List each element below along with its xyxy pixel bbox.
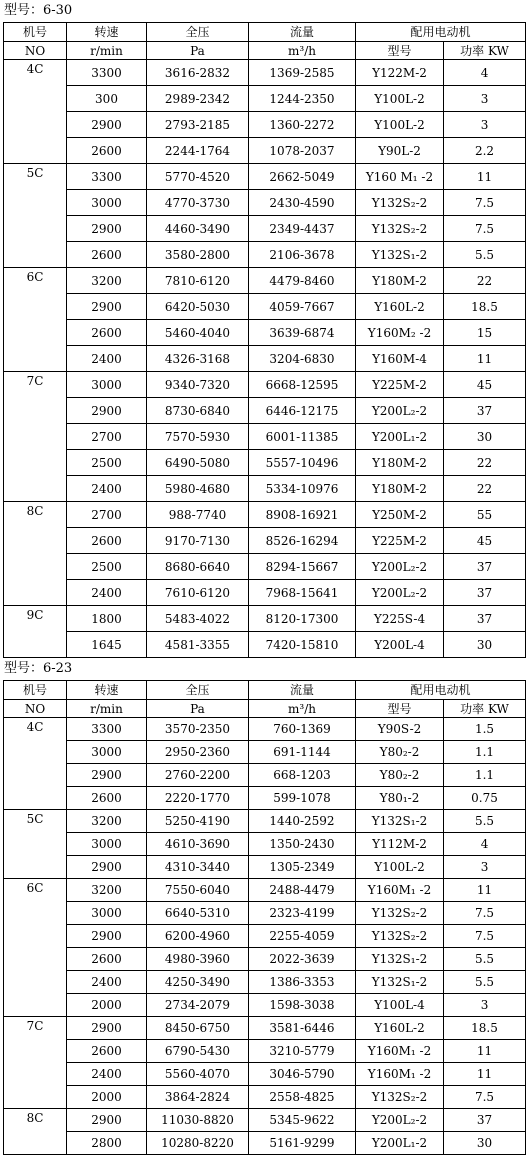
table2-title: 型号：6-23 bbox=[4, 661, 73, 676]
speed-cell: 3300 bbox=[67, 164, 147, 190]
table-row bbox=[4, 632, 526, 658]
motor-model-cell: Y90L-2 bbox=[356, 138, 444, 164]
motor-model-cell: Y200L₂-2 bbox=[356, 1109, 444, 1132]
speed-cell: 3000 bbox=[67, 902, 147, 925]
table-row bbox=[4, 1040, 526, 1063]
power-cell: 5.5 bbox=[444, 948, 526, 971]
speed-cell: 2900 bbox=[67, 294, 147, 320]
machine-no-cell: 8C bbox=[4, 502, 67, 606]
pressure-cell: 8730-6840 bbox=[147, 398, 249, 424]
flow-cell: 1078-2037 bbox=[249, 138, 356, 164]
motor-model-cell: Y100L-2 bbox=[356, 856, 444, 879]
hdr-liuliang: 流量 bbox=[249, 681, 356, 700]
power-cell: 22 bbox=[444, 268, 526, 294]
pressure-cell: 2950-2360 bbox=[147, 741, 249, 764]
machine-no-cell: 5C bbox=[4, 810, 67, 879]
table-row bbox=[4, 810, 526, 833]
motor-model-cell: Y132S₁-2 bbox=[356, 242, 444, 268]
hdr-jihao: 机号 bbox=[4, 681, 67, 700]
flow-cell: 2255-4059 bbox=[249, 925, 356, 948]
speed-cell: 2700 bbox=[67, 424, 147, 450]
flow-cell: 2662-5049 bbox=[249, 164, 356, 190]
hdr-xinghao: 型号 bbox=[356, 700, 444, 718]
pressure-cell: 3570-2350 bbox=[147, 718, 249, 741]
pressure-cell: 7550-6040 bbox=[147, 879, 249, 902]
table-row bbox=[4, 925, 526, 948]
table-row bbox=[4, 764, 526, 787]
hdr-motor: 配用电动机 bbox=[356, 681, 526, 700]
speed-cell: 3300 bbox=[67, 60, 147, 86]
machine-no-cell: 8C bbox=[4, 1109, 67, 1155]
table-row bbox=[4, 1109, 526, 1132]
pressure-cell: 7810-6120 bbox=[147, 268, 249, 294]
fan-table-6-23 bbox=[3, 680, 526, 1155]
motor-model-cell: Y132S₂-2 bbox=[356, 1086, 444, 1109]
flow-cell: 2323-4199 bbox=[249, 902, 356, 925]
speed-cell: 2600 bbox=[67, 1040, 147, 1063]
power-cell: 7.5 bbox=[444, 216, 526, 242]
flow-cell: 2430-4590 bbox=[249, 190, 356, 216]
power-cell: 3 bbox=[444, 856, 526, 879]
pressure-cell: 9170-7130 bbox=[147, 528, 249, 554]
motor-model-cell: Y180M-2 bbox=[356, 268, 444, 294]
speed-cell: 2600 bbox=[67, 320, 147, 346]
power-cell: 30 bbox=[444, 424, 526, 450]
pressure-cell: 6490-5080 bbox=[147, 450, 249, 476]
table-row bbox=[4, 346, 526, 372]
power-cell: 37 bbox=[444, 398, 526, 424]
power-cell: 5.5 bbox=[444, 810, 526, 833]
power-cell: 5.5 bbox=[444, 971, 526, 994]
motor-model-cell: Y90S-2 bbox=[356, 718, 444, 741]
power-cell: 3 bbox=[444, 112, 526, 138]
motor-model-cell: Y160M₁ -2 bbox=[356, 879, 444, 902]
power-cell: 45 bbox=[444, 372, 526, 398]
flow-cell: 1305-2349 bbox=[249, 856, 356, 879]
pressure-cell: 4326-3168 bbox=[147, 346, 249, 372]
pressure-cell: 3580-2800 bbox=[147, 242, 249, 268]
motor-model-cell: Y160M₁ -2 bbox=[356, 1063, 444, 1086]
pressure-cell: 4310-3440 bbox=[147, 856, 249, 879]
pressure-cell: 2989-2342 bbox=[147, 86, 249, 112]
power-cell: 1.1 bbox=[444, 764, 526, 787]
pressure-cell: 988-7740 bbox=[147, 502, 249, 528]
flow-cell: 1386-3353 bbox=[249, 971, 356, 994]
table-row bbox=[4, 856, 526, 879]
speed-cell: 2400 bbox=[67, 476, 147, 502]
hdr-xinghao: 型号 bbox=[356, 42, 444, 60]
motor-model-cell: Y100L-2 bbox=[356, 86, 444, 112]
motor-model-cell: Y122M-2 bbox=[356, 60, 444, 86]
motor-model-cell: Y132S₁-2 bbox=[356, 948, 444, 971]
speed-cell: 2900 bbox=[67, 764, 147, 787]
flow-cell: 7420-15810 bbox=[249, 632, 356, 658]
pressure-cell: 5483-4022 bbox=[147, 606, 249, 632]
hdr-pa: Pa bbox=[147, 42, 249, 60]
motor-model-cell: Y160M₁ -2 bbox=[356, 1040, 444, 1063]
machine-no-cell: 9C bbox=[4, 606, 67, 658]
motor-model-cell: Y100L-2 bbox=[356, 112, 444, 138]
hdr-zhuansu: 转速 bbox=[67, 681, 147, 700]
flow-cell: 6668-12595 bbox=[249, 372, 356, 398]
power-cell: 7.5 bbox=[444, 902, 526, 925]
table1-title: 型号：6-30 bbox=[4, 3, 73, 18]
flow-cell: 2106-3678 bbox=[249, 242, 356, 268]
flow-cell: 691-1144 bbox=[249, 741, 356, 764]
speed-cell: 2700 bbox=[67, 502, 147, 528]
table-row bbox=[4, 528, 526, 554]
power-cell: 30 bbox=[444, 1132, 526, 1155]
flow-cell: 3210-5779 bbox=[249, 1040, 356, 1063]
speed-cell: 2400 bbox=[67, 1063, 147, 1086]
power-cell: 37 bbox=[444, 580, 526, 606]
hdr-flow-unit: m³/h bbox=[249, 42, 356, 60]
table-row bbox=[4, 902, 526, 925]
flow-cell: 3046-5790 bbox=[249, 1063, 356, 1086]
flow-cell: 6446-12175 bbox=[249, 398, 356, 424]
flow-cell: 4479-8460 bbox=[249, 268, 356, 294]
speed-cell: 2400 bbox=[67, 580, 147, 606]
motor-model-cell: Y200L₁-2 bbox=[356, 1132, 444, 1155]
motor-model-cell: Y80₂-2 bbox=[356, 764, 444, 787]
power-cell: 4 bbox=[444, 60, 526, 86]
hdr-pa: Pa bbox=[147, 700, 249, 718]
pressure-cell: 5560-4070 bbox=[147, 1063, 249, 1086]
power-cell: 18.5 bbox=[444, 1017, 526, 1040]
table-row bbox=[4, 948, 526, 971]
power-cell: 11 bbox=[444, 164, 526, 190]
hdr-rmin: r/min bbox=[67, 700, 147, 718]
motor-model-cell: Y132S₂-2 bbox=[356, 190, 444, 216]
table-row bbox=[4, 718, 526, 741]
pressure-cell: 9340-7320 bbox=[147, 372, 249, 398]
power-cell: 45 bbox=[444, 528, 526, 554]
power-cell: 11 bbox=[444, 346, 526, 372]
power-cell: 22 bbox=[444, 476, 526, 502]
power-cell: 7.5 bbox=[444, 1086, 526, 1109]
speed-cell: 3200 bbox=[67, 879, 147, 902]
power-cell: 37 bbox=[444, 554, 526, 580]
pressure-cell: 4250-3490 bbox=[147, 971, 249, 994]
pressure-cell: 4581-3355 bbox=[147, 632, 249, 658]
pressure-cell: 6200-4960 bbox=[147, 925, 249, 948]
flow-cell: 1350-2430 bbox=[249, 833, 356, 856]
pressure-cell: 8450-6750 bbox=[147, 1017, 249, 1040]
flow-cell: 3639-6874 bbox=[249, 320, 356, 346]
power-cell: 11 bbox=[444, 1040, 526, 1063]
table-row bbox=[4, 787, 526, 810]
hdr-jihao: 机号 bbox=[4, 23, 67, 42]
power-cell: 4 bbox=[444, 833, 526, 856]
pressure-cell: 5770-4520 bbox=[147, 164, 249, 190]
motor-model-cell: Y200L₁-2 bbox=[356, 424, 444, 450]
flow-cell: 1440-2592 bbox=[249, 810, 356, 833]
table-row bbox=[4, 1132, 526, 1155]
flow-cell: 1369-2585 bbox=[249, 60, 356, 86]
table-row bbox=[4, 1017, 526, 1040]
motor-model-cell: Y225M-2 bbox=[356, 372, 444, 398]
pressure-cell: 7610-6120 bbox=[147, 580, 249, 606]
hdr-rmin: r/min bbox=[67, 42, 147, 60]
table-row bbox=[4, 320, 526, 346]
pressure-cell: 6790-5430 bbox=[147, 1040, 249, 1063]
speed-cell: 3000 bbox=[67, 741, 147, 764]
flow-cell: 8908-16921 bbox=[249, 502, 356, 528]
pressure-cell: 3616-2832 bbox=[147, 60, 249, 86]
table-row bbox=[4, 138, 526, 164]
speed-cell: 2600 bbox=[67, 787, 147, 810]
hdr-gonglv: 功率 KW bbox=[444, 42, 526, 60]
power-cell: 5.5 bbox=[444, 242, 526, 268]
motor-model-cell: Y200L₂-2 bbox=[356, 398, 444, 424]
machine-no-cell: 6C bbox=[4, 879, 67, 1017]
flow-cell: 4059-7667 bbox=[249, 294, 356, 320]
flow-cell: 5161-9299 bbox=[249, 1132, 356, 1155]
table-row bbox=[4, 994, 526, 1017]
table-row bbox=[4, 450, 526, 476]
hdr-gonglv: 功率 KW bbox=[444, 700, 526, 718]
speed-cell: 2600 bbox=[67, 242, 147, 268]
speed-cell: 2800 bbox=[67, 1132, 147, 1155]
machine-no-cell: 5C bbox=[4, 164, 67, 268]
power-cell: 3 bbox=[444, 86, 526, 112]
motor-model-cell: Y160M-4 bbox=[356, 346, 444, 372]
speed-cell: 2900 bbox=[67, 112, 147, 138]
power-cell: 37 bbox=[444, 1109, 526, 1132]
flow-cell: 1244-2350 bbox=[249, 86, 356, 112]
hdr-motor: 配用电动机 bbox=[356, 23, 526, 42]
flow-cell: 2022-3639 bbox=[249, 948, 356, 971]
table-row bbox=[4, 398, 526, 424]
speed-cell: 2500 bbox=[67, 450, 147, 476]
pressure-cell: 4460-3490 bbox=[147, 216, 249, 242]
hdr-flow-unit: m³/h bbox=[249, 700, 356, 718]
pressure-cell: 5250-4190 bbox=[147, 810, 249, 833]
speed-cell: 2900 bbox=[67, 925, 147, 948]
motor-model-cell: Y160L-2 bbox=[356, 1017, 444, 1040]
table-row bbox=[4, 372, 526, 398]
flow-cell: 2488-4479 bbox=[249, 879, 356, 902]
table-row bbox=[4, 164, 526, 190]
motor-model-cell: Y225S-4 bbox=[356, 606, 444, 632]
flow-cell: 668-1203 bbox=[249, 764, 356, 787]
table-row bbox=[4, 424, 526, 450]
hdr-quanya: 全压 bbox=[147, 23, 249, 42]
speed-cell: 2600 bbox=[67, 138, 147, 164]
flow-cell: 7968-15641 bbox=[249, 580, 356, 606]
motor-model-cell: Y200L₂-2 bbox=[356, 554, 444, 580]
flow-cell: 1598-3038 bbox=[249, 994, 356, 1017]
table-row bbox=[4, 1063, 526, 1086]
table-row bbox=[4, 606, 526, 632]
table-row bbox=[4, 971, 526, 994]
pressure-cell: 10280-8220 bbox=[147, 1132, 249, 1155]
table-row bbox=[4, 60, 526, 86]
motor-model-cell: Y225M-2 bbox=[356, 528, 444, 554]
pressure-cell: 8680-6640 bbox=[147, 554, 249, 580]
pressure-cell: 4610-3690 bbox=[147, 833, 249, 856]
table-row bbox=[4, 190, 526, 216]
table-row bbox=[4, 112, 526, 138]
hdr-liuliang: 流量 bbox=[249, 23, 356, 42]
table-row bbox=[4, 294, 526, 320]
hdr-quanya: 全压 bbox=[147, 681, 249, 700]
flow-cell: 3581-6446 bbox=[249, 1017, 356, 1040]
speed-cell: 2400 bbox=[67, 346, 147, 372]
speed-cell: 2500 bbox=[67, 554, 147, 580]
fan-table-6-30 bbox=[3, 22, 526, 658]
machine-no-cell: 4C bbox=[4, 718, 67, 810]
power-cell: 22 bbox=[444, 450, 526, 476]
table1-body bbox=[4, 60, 526, 658]
table-row bbox=[4, 476, 526, 502]
motor-model-cell: Y80₁-2 bbox=[356, 787, 444, 810]
flow-cell: 5345-9622 bbox=[249, 1109, 356, 1132]
flow-cell: 3204-6830 bbox=[249, 346, 356, 372]
power-cell: 1.1 bbox=[444, 741, 526, 764]
table-row bbox=[4, 242, 526, 268]
pressure-cell: 7570-5930 bbox=[147, 424, 249, 450]
table-row bbox=[4, 554, 526, 580]
flow-cell: 8526-16294 bbox=[249, 528, 356, 554]
motor-model-cell: Y180M-2 bbox=[356, 476, 444, 502]
pressure-cell: 2220-1770 bbox=[147, 787, 249, 810]
table-row bbox=[4, 833, 526, 856]
speed-cell: 300 bbox=[67, 86, 147, 112]
motor-model-cell: Y80₂-2 bbox=[356, 741, 444, 764]
power-cell: 2.2 bbox=[444, 138, 526, 164]
power-cell: 30 bbox=[444, 632, 526, 658]
power-cell: 11 bbox=[444, 879, 526, 902]
speed-cell: 3000 bbox=[67, 372, 147, 398]
flow-cell: 8120-17300 bbox=[249, 606, 356, 632]
motor-model-cell: Y132S₂-2 bbox=[356, 902, 444, 925]
table-row bbox=[4, 216, 526, 242]
speed-cell: 3000 bbox=[67, 833, 147, 856]
table-row bbox=[4, 741, 526, 764]
pressure-cell: 2244-1764 bbox=[147, 138, 249, 164]
speed-cell: 1800 bbox=[67, 606, 147, 632]
table-row bbox=[4, 580, 526, 606]
machine-no-cell: 7C bbox=[4, 372, 67, 502]
power-cell: 15 bbox=[444, 320, 526, 346]
flow-cell: 760-1369 bbox=[249, 718, 356, 741]
motor-model-cell: Y132S₁-2 bbox=[356, 971, 444, 994]
table-row bbox=[4, 1086, 526, 1109]
speed-cell: 2900 bbox=[67, 398, 147, 424]
speed-cell: 3000 bbox=[67, 190, 147, 216]
table-row bbox=[4, 268, 526, 294]
motor-model-cell: Y100L-4 bbox=[356, 994, 444, 1017]
flow-cell: 1360-2272 bbox=[249, 112, 356, 138]
motor-model-cell: Y200L₂-2 bbox=[356, 580, 444, 606]
speed-cell: 2000 bbox=[67, 1086, 147, 1109]
pressure-cell: 4770-3730 bbox=[147, 190, 249, 216]
power-cell: 11 bbox=[444, 1063, 526, 1086]
pressure-cell: 5980-4680 bbox=[147, 476, 249, 502]
table-row bbox=[4, 502, 526, 528]
power-cell: 55 bbox=[444, 502, 526, 528]
machine-no-cell: 6C bbox=[4, 268, 67, 372]
speed-cell: 2000 bbox=[67, 994, 147, 1017]
motor-model-cell: Y160 M₁ -2 bbox=[356, 164, 444, 190]
motor-model-cell: Y160M₂ -2 bbox=[356, 320, 444, 346]
pressure-cell: 2760-2200 bbox=[147, 764, 249, 787]
speed-cell: 3200 bbox=[67, 268, 147, 294]
flow-cell: 5557-10496 bbox=[249, 450, 356, 476]
speed-cell: 2900 bbox=[67, 1017, 147, 1040]
motor-model-cell: Y132S₂-2 bbox=[356, 216, 444, 242]
motor-model-cell: Y132S₂-2 bbox=[356, 925, 444, 948]
table2-body bbox=[4, 718, 526, 1155]
flow-cell: 5334-10976 bbox=[249, 476, 356, 502]
pressure-cell: 2734-2079 bbox=[147, 994, 249, 1017]
motor-model-cell: Y132S₁-2 bbox=[356, 810, 444, 833]
flow-cell: 599-1078 bbox=[249, 787, 356, 810]
motor-model-cell: Y200L-4 bbox=[356, 632, 444, 658]
motor-model-cell: Y160L-2 bbox=[356, 294, 444, 320]
speed-cell: 2900 bbox=[67, 216, 147, 242]
hdr-zhuansu: 转速 bbox=[67, 23, 147, 42]
motor-model-cell: Y180M-2 bbox=[356, 450, 444, 476]
pressure-cell: 6640-5310 bbox=[147, 902, 249, 925]
speed-cell: 1645 bbox=[67, 632, 147, 658]
pressure-cell: 5460-4040 bbox=[147, 320, 249, 346]
power-cell: 1.5 bbox=[444, 718, 526, 741]
speed-cell: 3200 bbox=[67, 810, 147, 833]
speed-cell: 2600 bbox=[67, 528, 147, 554]
hdr-no: NO bbox=[4, 700, 67, 718]
hdr-no: NO bbox=[4, 42, 67, 60]
power-cell: 7.5 bbox=[444, 925, 526, 948]
pressure-cell: 4980-3960 bbox=[147, 948, 249, 971]
speed-cell: 3300 bbox=[67, 718, 147, 741]
pressure-cell: 3864-2824 bbox=[147, 1086, 249, 1109]
power-cell: 18.5 bbox=[444, 294, 526, 320]
speed-cell: 2900 bbox=[67, 856, 147, 879]
speed-cell: 2400 bbox=[67, 971, 147, 994]
power-cell: 0.75 bbox=[444, 787, 526, 810]
motor-model-cell: Y112M-2 bbox=[356, 833, 444, 856]
power-cell: 37 bbox=[444, 606, 526, 632]
pressure-cell: 2793-2185 bbox=[147, 112, 249, 138]
machine-no-cell: 7C bbox=[4, 1017, 67, 1109]
flow-cell: 2558-4825 bbox=[249, 1086, 356, 1109]
speed-cell: 2900 bbox=[67, 1109, 147, 1132]
motor-model-cell: Y250M-2 bbox=[356, 502, 444, 528]
flow-cell: 2349-4437 bbox=[249, 216, 356, 242]
power-cell: 3 bbox=[444, 994, 526, 1017]
table-row bbox=[4, 879, 526, 902]
power-cell: 7.5 bbox=[444, 190, 526, 216]
pressure-cell: 6420-5030 bbox=[147, 294, 249, 320]
flow-cell: 8294-15667 bbox=[249, 554, 356, 580]
machine-no-cell: 4C bbox=[4, 60, 67, 164]
speed-cell: 2600 bbox=[67, 948, 147, 971]
table-row bbox=[4, 86, 526, 112]
flow-cell: 6001-11385 bbox=[249, 424, 356, 450]
pressure-cell: 11030-8820 bbox=[147, 1109, 249, 1132]
